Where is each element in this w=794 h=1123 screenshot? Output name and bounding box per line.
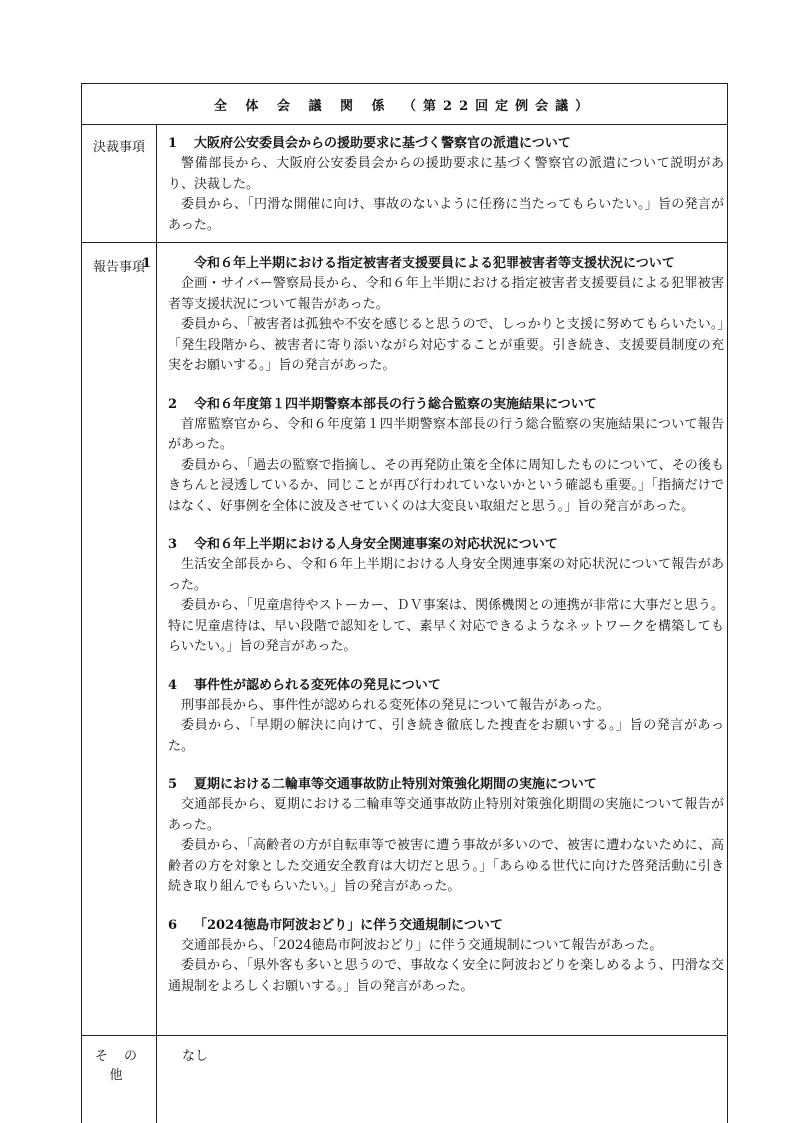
item-title: 4 事件性が認められる変死体の発見について: [168, 677, 441, 693]
item-paragraph: 刑事部長から、事件性が認められる変死体の発見について報告があった。: [181, 697, 610, 713]
item-paragraph: 企画・サイバー警察局長から、令和６年上半期における指定被害者支援要員による犯罪被害者等支援状況について報告があった。: [168, 276, 724, 312]
section-label-decision: 決裁事項: [92, 140, 145, 155]
item-paragraph: 交通部長から、「2024徳島市阿波おどり」に伴う交通規制について報告があった。: [181, 937, 663, 953]
item-paragraph: 委員から、「早期の解決に向けて、引き続き徹底した捜査をお願いする。」旨の発言があった。: [168, 718, 724, 754]
item-paragraph: 委員から、「高齢者の方が自転車等で被害に遭う事故が多いので、被害に遭わないために、高齢者の方を対象とした交通安全教育は大切だと思う。」「あらゆる世代に向けた啓発活動に引き続き取り組んでもらいたい。」旨の発言があった。: [168, 838, 724, 894]
report-item-5: [168, 775, 724, 898]
section-label-other: そ の 他: [94, 1049, 144, 1083]
column-divider: [156, 125, 157, 1123]
item-paragraph: 警備部長から、大阪府公安委員会からの援助要求に基づく警察官の派遣について説明があり、決裁した。: [168, 156, 724, 192]
item-title: 6 「2024徳島市阿波おどり」に伴う交通規制について: [168, 917, 503, 933]
report-item-6: [168, 916, 724, 998]
item-paragraph: 首席監察官から、令和６年度第１四半期警察本部長の行う総合監察の実施結果について報告があった。: [168, 416, 724, 452]
table-title: 全 体 会 議 関 係 （第22回定例会議）: [82, 84, 727, 125]
item-paragraph: 委員から、「過去の監察で指摘し、その再発防止策を全体に周知したものについて、その後もきちんと浸透しているか、同じことが再び行われていないかという確認も重要。」「指摘だけではなく、好事例を全体に波及させていくのは大変良い取組だと思う。」旨の発言があった。: [168, 457, 724, 514]
item-title: 1 大阪府公安委員会からの援助要求に基づく警察官の派遣について: [168, 136, 571, 151]
section-decision-content: [168, 134, 724, 254]
item-title: 5 夏期における二輪車等交通事故防止特別対策強化期間の実施について: [168, 777, 597, 792]
section-report-content: [142, 254, 724, 997]
section-other-content: なし: [182, 1049, 209, 1064]
item-paragraph: 交通部長から、夏期における二輪車等交通事故防止特別対策強化期間の実施について報告があった。: [168, 797, 724, 833]
item-title: 1 令和６年上半期における指定被害者支援要員による犯罪被害者等支援状況について: [142, 256, 675, 271]
item-paragraph: 委員から、「被害者は孤独や不安を感じると思うので、しっかりと支援に努めてもらいたい。」「発生段階から、被害者に寄り添いながら対応することが重要。引き続き、支援要員制度の充実をお願いする。」旨の発言があった。: [168, 317, 724, 373]
item-paragraph: 委員から、「県外客も多いと思うので、事故なく安全に阿波おどりを楽しめるよう、円滑な交通規制をよろしくお願いする。」旨の発言があった。: [168, 958, 724, 994]
item-paragraph: 生活安全部長から、令和６年上半期における人身安全関連事案の対応状況について報告があった。: [168, 557, 724, 593]
item-title: 2 令和６年度第１四半期警察本部長の行う総合監察の実施結果について: [168, 396, 597, 412]
item-paragraph: 委員から、「円滑な開催に向け、事故のないように任務に当たってもらいたい。」旨の発言があった。: [168, 197, 724, 233]
report-item-1: [142, 254, 724, 377]
report-item-3: [168, 535, 724, 658]
section-divider: [82, 1035, 727, 1036]
report-item-4: [168, 676, 724, 758]
section-divider: [82, 242, 727, 243]
item-title: 3 令和６年上半期における人身安全関連事案の対応状況について: [168, 537, 558, 552]
decision-item-1: [168, 134, 724, 236]
minutes-table: [81, 83, 728, 1123]
section-label-report: 報告事項: [92, 260, 145, 275]
report-item-2: [168, 395, 724, 518]
item-paragraph: 委員から、「児童虐待やストーカー、ＤＶ事案は、関係機関との連携が非常に大事だと思う。特に児童虐待は、早い段階で認知をして、素早く対応できるようなネットワークを構築してもらいたい。」旨の発言があった。: [168, 598, 724, 654]
